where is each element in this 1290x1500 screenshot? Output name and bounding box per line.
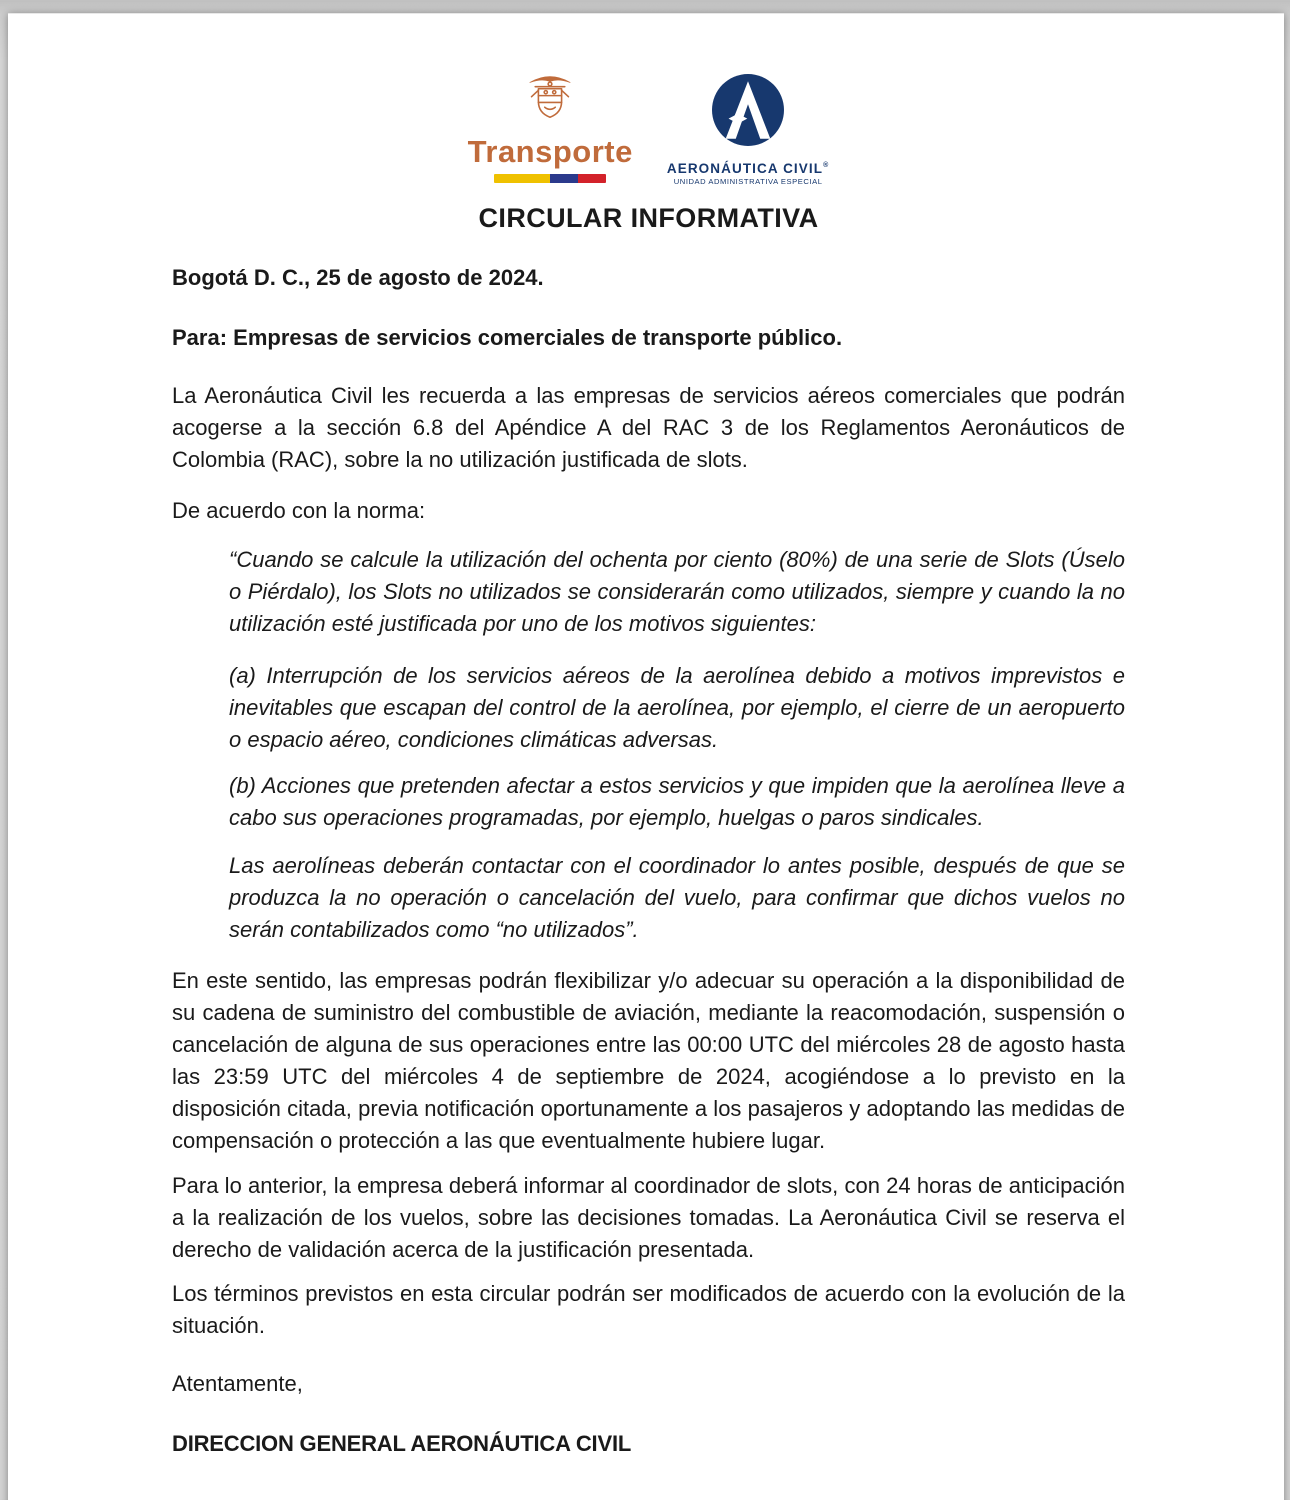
norm-lead: De acuerdo con la norma: bbox=[172, 498, 426, 523]
quote-opening: “Cuando se calcule la utilización del ochenta por ciento (80%) de una serie de Slots (Úselo o Piérdalo), los Slots no utilizados se considerarán como utilizados, siempre y cuando la no utilización esté justificada por uno de los motivos siguientes: bbox=[229, 547, 1125, 636]
addressee-line: Para: Empresas de servicios comerciales de transporte público. bbox=[172, 325, 843, 350]
aerocivil-emblem-icon bbox=[712, 74, 784, 151]
signature-line: DIRECCION GENERAL AERONÁUTICA CIVIL bbox=[172, 1431, 632, 1456]
page-title: CIRCULAR INFORMATIVA bbox=[478, 203, 819, 233]
notice-paragraph: Para lo anterior, la empresa deberá informar al coordinador de slots, con 24 horas de anticipación a la realización de los vuelos, sobre las decisiones tomadas. La Aeronáutica Civil se reserva el derecho de validación acerca de la justificación presentada. bbox=[172, 1173, 1125, 1262]
aerocivil-name: AERONÁUTICA CIVIL® bbox=[666, 161, 830, 176]
registered-mark: ® bbox=[823, 162, 830, 169]
aerocivil-subtitle: UNIDAD ADMINISTRATIVA ESPECIAL bbox=[673, 177, 823, 186]
document-page bbox=[8, 13, 1284, 1500]
letterhead bbox=[172, 74, 1125, 187]
intro-paragraph: La Aeronáutica Civil les recuerda a las empresas de servicios aéreos comerciales que podrán acogerse a la sección 6.8 del Apéndice A del RAC 3 de los Reglamentos Aeronáuticos de Colombia (RAC), sobre la no utilización justificada de slots. bbox=[172, 383, 1125, 472]
colombia-flag-bar-icon bbox=[494, 174, 606, 183]
quote-item-a: (a) Interrupción de los servicios aéreos de la aerolínea debido a motivos imprevistos e inevitables que escapan del control de la aerolínea, por ejemplo, el cierre de un aeropuerto o espacio aéreo, condiciones climáticas adversas. bbox=[229, 663, 1125, 752]
aeronautica-civil-logo bbox=[667, 74, 829, 187]
colombia-coat-of-arms-icon bbox=[523, 74, 577, 132]
document-content bbox=[8, 13, 1284, 1460]
closing-salutation: Atentamente, bbox=[172, 1371, 303, 1396]
transporte-wordmark: Transporte bbox=[467, 134, 633, 169]
quote-closing: Las aerolíneas deberán contactar con el coordinador lo antes posible, después de que se produzca la no operación o cancelación del vuelo, para confirmar que dichos vuelos no serán contabilizados como “no utilizados”. bbox=[229, 853, 1125, 942]
date-line: Bogotá D. C., 25 de agosto de 2024. bbox=[172, 265, 544, 290]
quote-item-b: (b) Acciones que pretenden afectar a estos servicios y que impiden que la aerolínea lleve a cabo sus operaciones programadas, por ejemplo, huelgas o paros sindicales. bbox=[229, 773, 1125, 830]
terms-paragraph: Los términos previstos en esta circular podrán ser modificados de acuerdo con la evolución de la situación. bbox=[172, 1281, 1125, 1338]
flexibility-paragraph: En este sentido, las empresas podrán flexibilizar y/o adecuar su operación a la disponibilidad de su cadena de suministro del combustible de aviación, mediante la reacomodación, suspensión o cancelación de alguna de sus operaciones entre las 00:00 UTC del miércoles 28 de agosto hasta las 23:59 UTC del miércoles 4 de septiembre de 2024, acogiéndose a lo previsto en la disposición citada, previa notificación oportunamente a los pasajeros y adoptando las medidas de compensación o protección a las que eventualmente hubiere lugar. bbox=[172, 968, 1125, 1153]
ministry-of-transport-logo bbox=[468, 74, 633, 183]
